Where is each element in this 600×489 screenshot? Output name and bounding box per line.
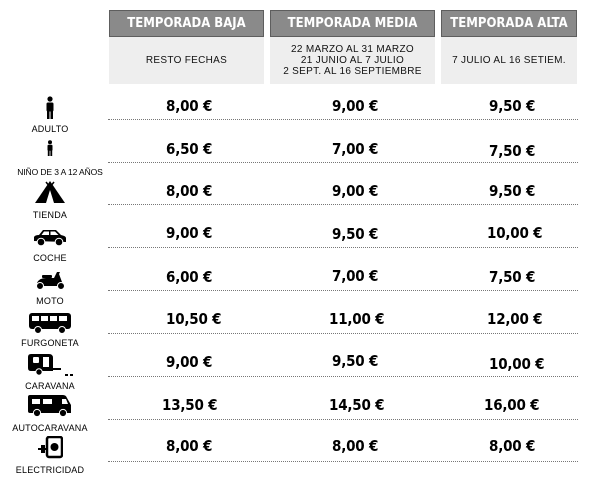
row-divider: [108, 333, 578, 334]
row-divider: [108, 247, 578, 248]
row-label: MOTO: [36, 296, 64, 306]
date-range: RESTO FECHAS: [145, 55, 228, 66]
row-label: ADULTO: [31, 124, 69, 134]
row-divider: [108, 461, 578, 462]
price-baja: 8,00 €: [166, 437, 213, 455]
price-media: 11,00 €: [329, 310, 385, 328]
row-divider: [108, 119, 578, 120]
table-row-caravana: [0, 349, 600, 392]
price-alta: 10,00 €: [489, 355, 545, 373]
van-icon: [0, 306, 100, 334]
price-alta: 9,50 €: [489, 97, 536, 115]
price-alta: 7,50 €: [489, 268, 536, 286]
header-title: TEMPORADA BAJA: [127, 16, 246, 31]
price-alta: 9,50 €: [489, 182, 536, 200]
date-range: 21 JUNIO AL 7 JULIO: [300, 55, 405, 66]
tent-icon: [0, 178, 100, 204]
header-temporada-alta: [441, 10, 577, 37]
header-temporada-baja: [109, 10, 264, 37]
price-alta: 8,00 €: [489, 437, 536, 455]
price-baja: 6,50 €: [166, 140, 213, 158]
price-media: 7,00 €: [332, 140, 379, 158]
row-divider: [108, 162, 578, 163]
row-label: COCHE: [33, 253, 67, 263]
row-label: ELECTRICIDAD: [15, 465, 85, 475]
table-row-electricidad: [0, 434, 600, 477]
row-label: FURGONETA: [21, 338, 79, 348]
price-alta: 10,00 €: [487, 224, 543, 242]
table-row-nino: [0, 136, 600, 179]
adult-icon: [0, 92, 100, 120]
row-label: AUTOCARAVANA: [12, 423, 88, 433]
price-baja: 8,00 €: [166, 97, 213, 115]
price-baja: 9,00 €: [166, 224, 213, 242]
row-divider: [108, 419, 578, 420]
price-baja: 13,50 €: [162, 396, 218, 414]
table-row-coche: [0, 221, 600, 264]
table-row-autocaravana: [0, 392, 600, 435]
header-title: TEMPORADA ALTA: [450, 16, 568, 31]
motorhome-icon: [0, 392, 100, 418]
price-baja: 8,00 €: [166, 182, 213, 200]
price-media: 14,50 €: [329, 396, 385, 414]
dates-temporada-media: [270, 37, 435, 84]
scooter-icon: [0, 264, 100, 290]
table-row-furgoneta: [0, 306, 600, 349]
date-range: 7 JULIO AL 16 SETIEM.: [452, 55, 566, 66]
header-title: TEMPORADA MEDIA: [287, 16, 418, 31]
price-baja: 6,00 €: [166, 268, 213, 286]
car-icon: [0, 221, 100, 247]
table-row-tienda: [0, 178, 600, 221]
price-media: 9,50 €: [332, 352, 379, 370]
price-media: 7,00 €: [332, 267, 379, 285]
price-media: 9,00 €: [332, 182, 379, 200]
plug-icon: [0, 434, 100, 460]
row-divider: [108, 204, 578, 205]
price-alta: 16,00 €: [484, 396, 540, 414]
date-range: 22 MARZO AL 31 MARZO: [291, 44, 414, 55]
price-alta: 12,00 €: [487, 310, 543, 328]
row-divider: [108, 290, 578, 291]
price-media: 9,00 €: [332, 97, 379, 115]
row-label: TIENDA: [32, 210, 68, 220]
table-row-moto: [0, 264, 600, 307]
child-icon: [0, 136, 100, 156]
price-media: 8,00 €: [332, 437, 379, 455]
price-baja: 9,00 €: [166, 353, 213, 371]
date-range: 2 SEPT. AL 16 SEPTIEMBRE: [283, 66, 422, 77]
row-label: NIÑO DE 3 A 12 AÑOS: [17, 167, 103, 177]
row-label: CARAVANA: [25, 381, 75, 391]
caravan-icon: [0, 349, 100, 377]
table-row-adulto: [0, 92, 600, 135]
price-media: 9,50 €: [332, 225, 379, 243]
header-temporada-media: [270, 10, 435, 37]
price-alta: 7,50 €: [489, 142, 536, 160]
dates-temporada-alta: [441, 37, 577, 84]
dates-temporada-baja: [109, 37, 264, 84]
price-baja: 10,50 €: [166, 310, 222, 328]
row-divider: [108, 376, 578, 377]
